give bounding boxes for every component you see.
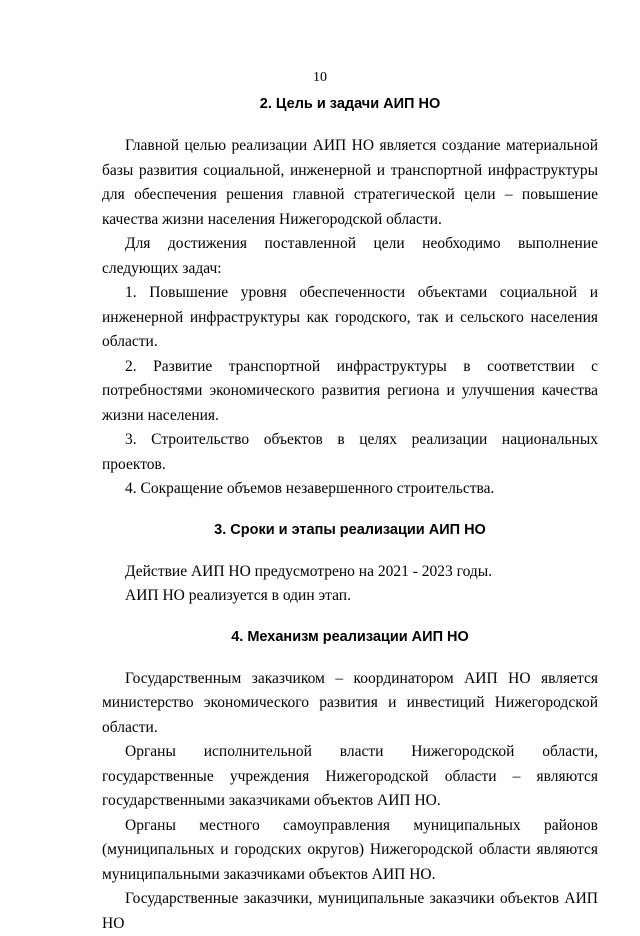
paragraph: Органы исполнительной власти Нижегородской области, государственные учреждения Нижегородской области – являются государственными заказчиками объектов АИП НО.	[102, 743, 598, 809]
document-body	[102, 92, 598, 936]
list-item: 2. Развитие транспортной инфраструктуры в соответствии с потребностями экономического развития региона и улучшения качества жизни населения.	[102, 357, 598, 424]
section-title-mechanism: 4. Механизм реализации АИП НО	[231, 628, 469, 645]
page-number: 10	[313, 70, 327, 85]
list-item: 1. Повышение уровня обеспеченности объектами социальной и инженерной инфраструктуры как городского, так и сельского населения области.	[102, 284, 598, 350]
list-item: 4. Сокращение объемов незавершенного строительства.	[125, 480, 495, 497]
section-title-goals: 2. Цель и задачи АИП НО	[259, 96, 441, 112]
paragraph: Государственным заказчиком – координатором АИП НО является министерство экономического развития и инвестиций Нижегородской области.	[102, 669, 598, 736]
paragraph: Для достижения поставленной цели необходимо выполнение следующих задач:	[102, 235, 598, 277]
list-item: 3. Строительство объектов в целях реализации национальных проектов.	[102, 431, 598, 473]
section-title-timeline: 3. Сроки и этапы реализации АИП НО	[214, 521, 486, 538]
paragraph: Органы местного самоуправления муниципальных районов (муниципальных и городских округов) Нижегородской области являются муниципальными заказчиками объектов АИП НО.	[102, 816, 598, 883]
paragraph: АИП НО реализуется в один этап.	[125, 587, 351, 604]
paragraph: Государственные заказчики, муниципальные заказчики объектов АИП НО	[102, 890, 598, 932]
paragraph: Главной целью реализации АИП НО является создание материальной базы развития социальной, инженерной и транспортной инфраструктуры для обеспечения решения главной стратегической цели – повышение качества жизни населения Нижегородской области.	[102, 137, 598, 228]
paragraph: Действие АИП НО предусмотрено на 2021 - 2023 годы.	[125, 562, 493, 580]
